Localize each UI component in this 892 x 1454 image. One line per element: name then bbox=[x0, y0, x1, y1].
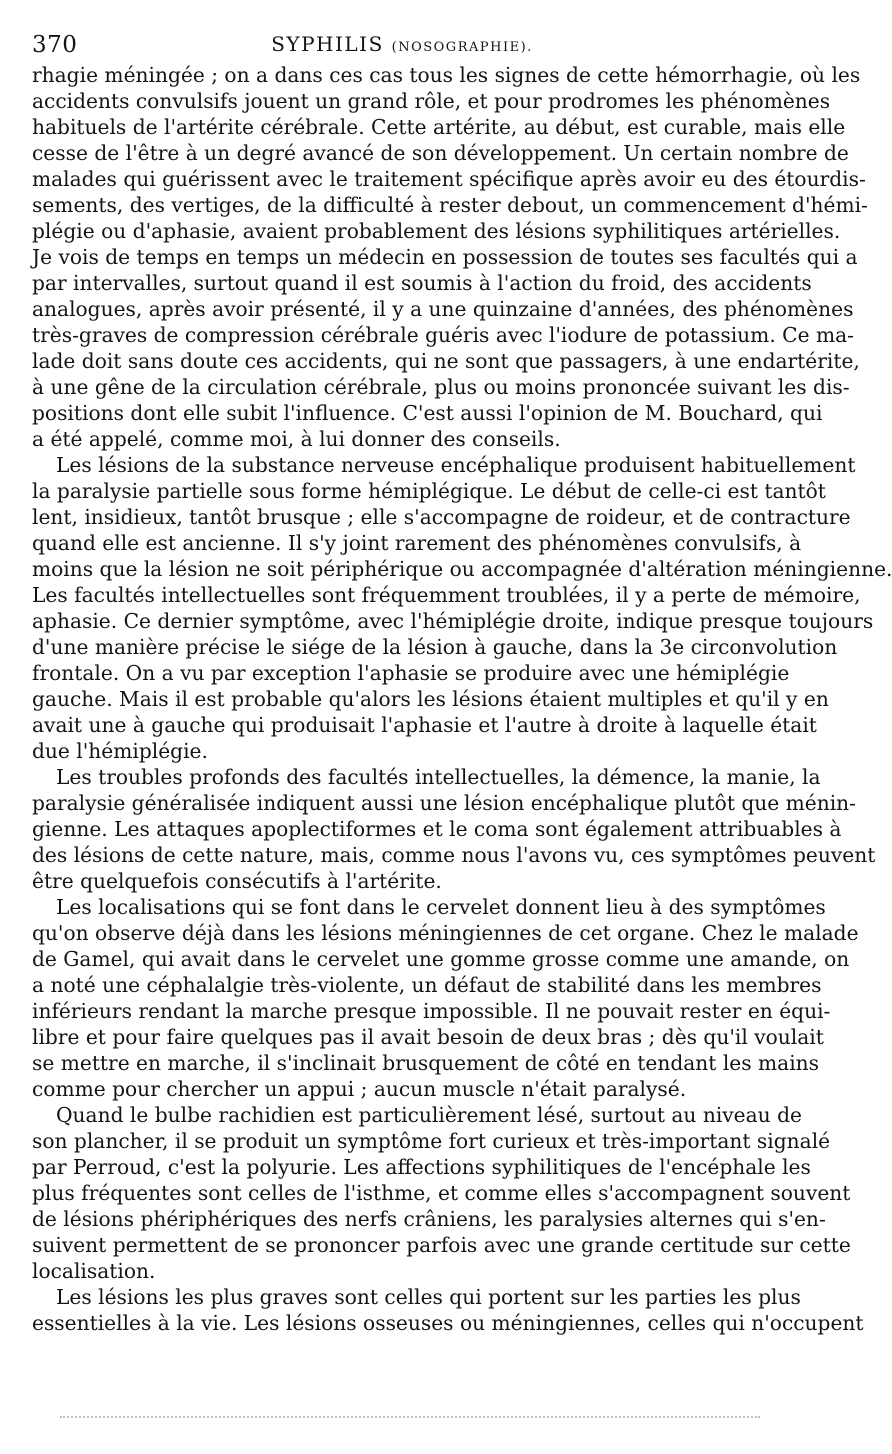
text-line: rhagie méningée ; on a dans ces cas tous les signes de cette hémorrhagie, où les bbox=[32, 63, 861, 87]
text-line: aphasie. Ce dernier symptôme, avec l'hémiplégie droite, indique presque toujours bbox=[32, 609, 874, 633]
text-line: son plancher, il se produit un symptôme fort curieux et très-important signalé bbox=[32, 1129, 831, 1153]
text-line: la paralysie partielle sous forme hémiplégique. Le début de celle-ci est tantôt bbox=[32, 479, 826, 503]
text-line: très-graves de compression cérébrale guéris avec l'iodure de potassium. Ce ma- bbox=[32, 323, 854, 347]
text-line: avait une à gauche qui produisait l'aphasie et l'autre à droite à laquelle était bbox=[32, 713, 817, 737]
text-line: de lésions phériphériques des nerfs crâniens, les paralysies alternes qui s'en- bbox=[32, 1207, 826, 1231]
text-line: des lésions de cette nature, mais, comme nous l'avons vu, ces symptômes peuvent bbox=[32, 843, 876, 867]
text-line: analogues, après avoir présenté, il y a une quinzaine d'années, des phénomènes bbox=[32, 297, 854, 321]
text-line: libre et pour faire quelques pas il avait besoin de deux bras ; dès qu'il voulait bbox=[32, 1025, 824, 1049]
text-line: suivent permettent de se prononcer parfois avec une grande certitude sur cette bbox=[32, 1233, 851, 1257]
text-line: par Perroud, c'est la polyurie. Les affections syphilitiques de l'encéphale les bbox=[32, 1155, 811, 1179]
text-line: sements, des vertiges, de la difficulté à rester debout, un commencement d'hémi- bbox=[32, 193, 868, 217]
text-line: a noté une céphalalgie très-violente, un défaut de stabilité dans les membres bbox=[32, 973, 822, 997]
text-line: paralysie généralisée indiquent aussi une lésion encéphalique plutôt que ménin- bbox=[32, 791, 857, 815]
running-header bbox=[32, 26, 772, 56]
text-line: Les troubles profonds des facultés intellectuelles, la démence, la manie, la bbox=[56, 765, 821, 789]
text-line: localisation. bbox=[32, 1259, 156, 1283]
text-line: lade doit sans doute ces accidents, qui ne sont que passagers, à une endartérite, bbox=[32, 349, 860, 373]
running-title-main: SYPHILIS bbox=[271, 32, 384, 56]
text-line: être quelquefois consécutifs à l'artérite. bbox=[32, 869, 442, 893]
text-line: Quand le bulbe rachidien est particulièrement lésé, surtout au niveau de bbox=[56, 1103, 802, 1127]
text-line: Les lésions les plus graves sont celles qui portent sur les parties les plus bbox=[56, 1285, 801, 1309]
body-text bbox=[32, 62, 892, 1336]
text-line: accidents convulsifs jouent un grand rôle, et pour prodromes les phénomènes bbox=[32, 89, 831, 113]
text-line: gauche. Mais il est probable qu'alors les lésions étaient multiples et qu'il y en bbox=[32, 687, 829, 711]
text-line: cesse de l'être à un degré avancé de son développement. Un certain nombre de bbox=[32, 141, 849, 165]
text-line: de Gamel, qui avait dans le cervelet une gomme grosse comme une amande, on bbox=[32, 947, 850, 971]
text-line: moins que la lésion ne soit périphérique ou accompagnée d'altération méningienne. bbox=[32, 557, 892, 581]
text-line: quand elle est ancienne. Il s'y joint rarement des phénomènes convulsifs, à bbox=[32, 531, 802, 555]
page-number: 370 bbox=[32, 32, 78, 58]
text-line: plégie ou d'aphasie, avaient probablement des lésions syphilitiques artérielles. bbox=[32, 219, 841, 243]
text-line: plus fréquentes sont celles de l'isthme, et comme elles s'accompagnent souvent bbox=[32, 1181, 851, 1205]
text-line: frontale. On a vu par exception l'aphasie se produire avec une hémiplégie bbox=[32, 661, 790, 685]
text-line: se mettre en marche, il s'inclinait brusquement de côté en tendant les mains bbox=[32, 1051, 820, 1075]
scan-artifact bbox=[60, 1416, 760, 1420]
text-line: Les lésions de la substance nerveuse encéphalique produisent habituellement bbox=[56, 453, 856, 477]
text-line: due l'hémiplégie. bbox=[32, 739, 208, 763]
text-line: positions dont elle subit l'influence. C'est aussi l'opinion de M. Bouchard, qui bbox=[32, 401, 823, 425]
running-title bbox=[32, 32, 772, 56]
text-line: habituels de l'artérite cérébrale. Cette artérite, au début, est curable, mais elle bbox=[32, 115, 846, 139]
text-line: Je vois de temps en temps un médecin en possession de toutes ses facultés qui a bbox=[32, 245, 858, 269]
text-line: lent, insidieux, tantôt brusque ; elle s'accompagne de roideur, et de contracture bbox=[32, 505, 851, 529]
text-line: par intervalles, surtout quand il est soumis à l'action du froid, des accidents bbox=[32, 271, 812, 295]
text-line: Les localisations qui se font dans le cervelet donnent lieu à des symptômes bbox=[56, 895, 826, 919]
text-line: essentielles à la vie. Les lésions osseuses ou méningiennes, celles qui n'occupent bbox=[32, 1311, 864, 1335]
text-line: Les facultés intellectuelles sont fréquemment troublées, il y a perte de mémoire, bbox=[32, 583, 861, 607]
text-line: malades qui guérissent avec le traitement spécifique après avoir eu des étourdis- bbox=[32, 167, 866, 191]
text-line: d'une manière précise le siége de la lésion à gauche, dans la 3e circonvolution bbox=[32, 635, 838, 659]
text-line: comme pour chercher un appui ; aucun muscle n'était paralysé. bbox=[32, 1077, 687, 1101]
text-line: à une gêne de la circulation cérébrale, plus ou moins prononcée suivant les dis- bbox=[32, 375, 850, 399]
text-line: qu'on observe déjà dans les lésions méningiennes de cet organe. Chez le malade bbox=[32, 921, 859, 945]
text-line: gienne. Les attaques apoplectiformes et le coma sont également attribuables à bbox=[32, 817, 842, 841]
text-line: a été appelé, comme moi, à lui donner des conseils. bbox=[32, 427, 561, 451]
running-title-subtitle: (NOSOGRAPHIE). bbox=[391, 40, 533, 55]
text-line: inférieurs rendant la marche presque impossible. Il ne pouvait rester en équi- bbox=[32, 999, 831, 1023]
